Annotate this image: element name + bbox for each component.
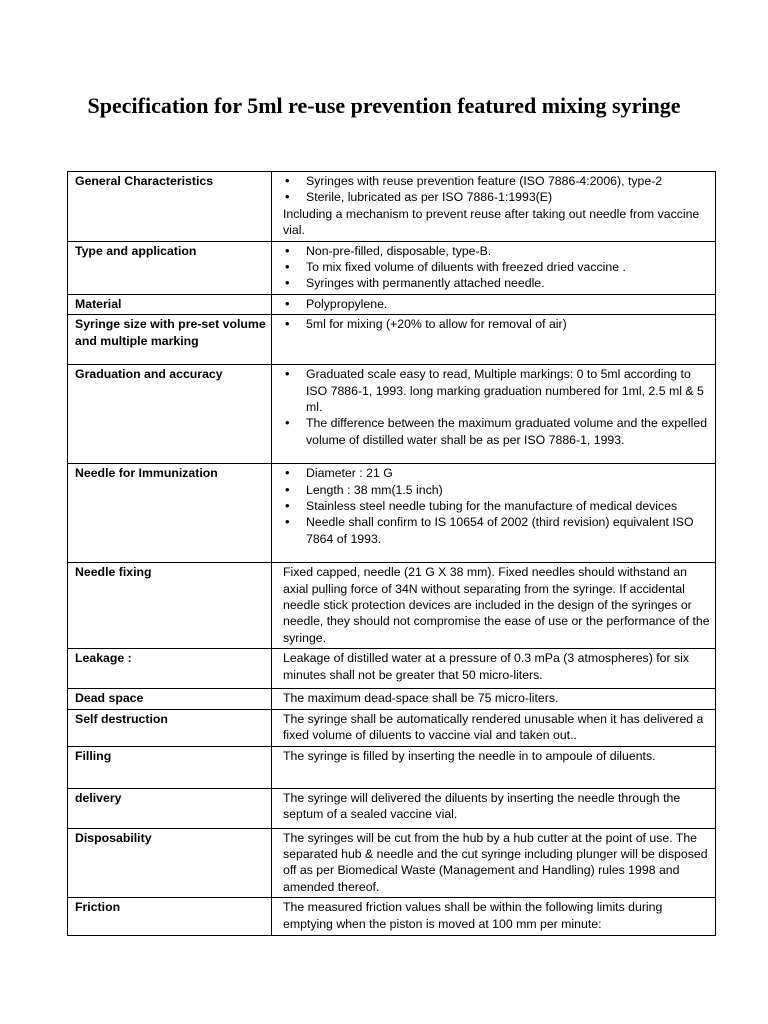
bullet-list <box>283 465 712 547</box>
spec-text: Including a mechanism to prevent reuse after taking out needle from vaccine vial. <box>283 206 700 238</box>
bullet-list <box>283 296 712 312</box>
table-row <box>68 709 716 746</box>
table-row <box>68 365 716 464</box>
bullet-item: • Sterile, lubricated as per ISO 7886-1:1993(E) <box>283 189 712 205</box>
spec-label: delivery <box>68 788 272 828</box>
bullet-list <box>283 366 712 448</box>
table-row <box>68 746 716 788</box>
table-row <box>68 464 716 563</box>
specification-table <box>67 171 716 936</box>
table-row <box>68 898 716 936</box>
bullet-item: • Needle shall confirm to IS 10654 of 2002 (third revision) equivalent ISO 7864 of 1993. <box>283 514 712 547</box>
spec-label: Material <box>68 294 272 314</box>
table-row <box>68 649 716 689</box>
bullet-item: • Syringes with reuse prevention feature (ISO 7886-4:2006), type-2 <box>283 173 712 189</box>
spec-description: The syringe is filled by inserting the needle in to ampoule of diluents. <box>272 746 716 788</box>
spec-description <box>272 464 716 563</box>
spec-label: Disposability <box>68 828 272 898</box>
spec-label: Graduation and accuracy <box>68 365 272 464</box>
spec-description <box>272 241 716 294</box>
bullet-item: • Polypropylene. <box>283 296 712 312</box>
table-row <box>68 172 716 242</box>
spec-label: Syringe size with pre-set volume and multiple marking <box>68 315 272 365</box>
bullet-item: • To mix fixed volume of diluents with freezed dried vaccine . <box>283 259 712 275</box>
spec-label: Dead space <box>68 689 272 709</box>
spec-label: Friction <box>68 898 272 936</box>
spec-label: Self destruction <box>68 709 272 746</box>
bullet-item: • 5ml for mixing (+20% to allow for removal of air) <box>283 316 712 332</box>
spec-label: Needle for Immunization <box>68 464 272 563</box>
document-title: Specification for 5ml re-use prevention featured mixing syringe <box>87 93 681 118</box>
bullet-list <box>283 243 712 292</box>
spec-description: The syringes will be cut from the hub by a hub cutter at the point of use. The separated hub & needle and the cut syringe including plunger will be disposed off as per Biomedical Waste (Management and Handling) rules 1998 and amended thereof. <box>272 828 716 898</box>
spec-label: Filling <box>68 746 272 788</box>
spec-description <box>272 294 716 314</box>
bullet-list <box>283 316 712 332</box>
bullet-item: • Syringes with permanently attached needle. <box>283 275 712 291</box>
bullet-item: • Non-pre-filled, disposable, type-B. <box>283 243 712 259</box>
spec-description: The syringe shall be automatically rendered unusable when it has delivered a fixed volume of diluents to vaccine vial and taken out.. <box>272 709 716 746</box>
spec-label: Leakage : <box>68 649 272 689</box>
table-row <box>68 788 716 828</box>
spec-label: Type and application <box>68 241 272 294</box>
table-row <box>68 315 716 365</box>
bullet-item: • Length : 38 mm(1.5 inch) <box>283 482 712 498</box>
spec-description <box>272 365 716 464</box>
spec-description: Leakage of distilled water at a pressure of 0.3 mPa (3 atmospheres) for six minutes shall not be greater that 50 micro-liters. <box>272 649 716 689</box>
table-row <box>68 563 716 649</box>
bullet-item: • Diameter : 21 G <box>283 465 712 481</box>
spec-label: General Characteristics <box>68 172 272 242</box>
spec-description <box>272 315 716 365</box>
spec-description: The syringe will delivered the diluents by inserting the needle through the septum of a sealed vaccine vial. <box>272 788 716 828</box>
spec-description: The measured friction values shall be within the following limits during emptying when the piston is moved at 100 mm per minute: <box>272 898 716 936</box>
spec-description: The maximum dead-space shall be 75 micro-liters. <box>272 689 716 709</box>
spec-description: Fixed capped, needle (21 G X 38 mm). Fixed needles should withstand an axial pulling force of 34N without separating from the syringe. If accidental needle stick protection devices are included in the design of the syringes or needle, they should not compromise the ease of use or the performance of the syringe. <box>272 563 716 649</box>
table-row <box>68 828 716 898</box>
bullet-item: • Stainless steel needle tubing for the manufacture of medical devices <box>283 498 712 514</box>
bullet-item: • The difference between the maximum graduated volume and the expelled volume of distilled water shall be as per ISO 7886-1, 1993. <box>283 415 712 448</box>
spec-description <box>272 172 716 242</box>
table-row <box>68 294 716 314</box>
table-row <box>68 689 716 709</box>
bullet-list <box>283 173 712 206</box>
bullet-item: • Graduated scale easy to read, Multiple markings: 0 to 5ml according to ISO 7886-1, 1993. long marking graduation numbered for 1ml, 2.5 ml & 5 ml. <box>283 366 712 415</box>
table-row <box>68 241 716 294</box>
spec-label: Needle fixing <box>68 563 272 649</box>
